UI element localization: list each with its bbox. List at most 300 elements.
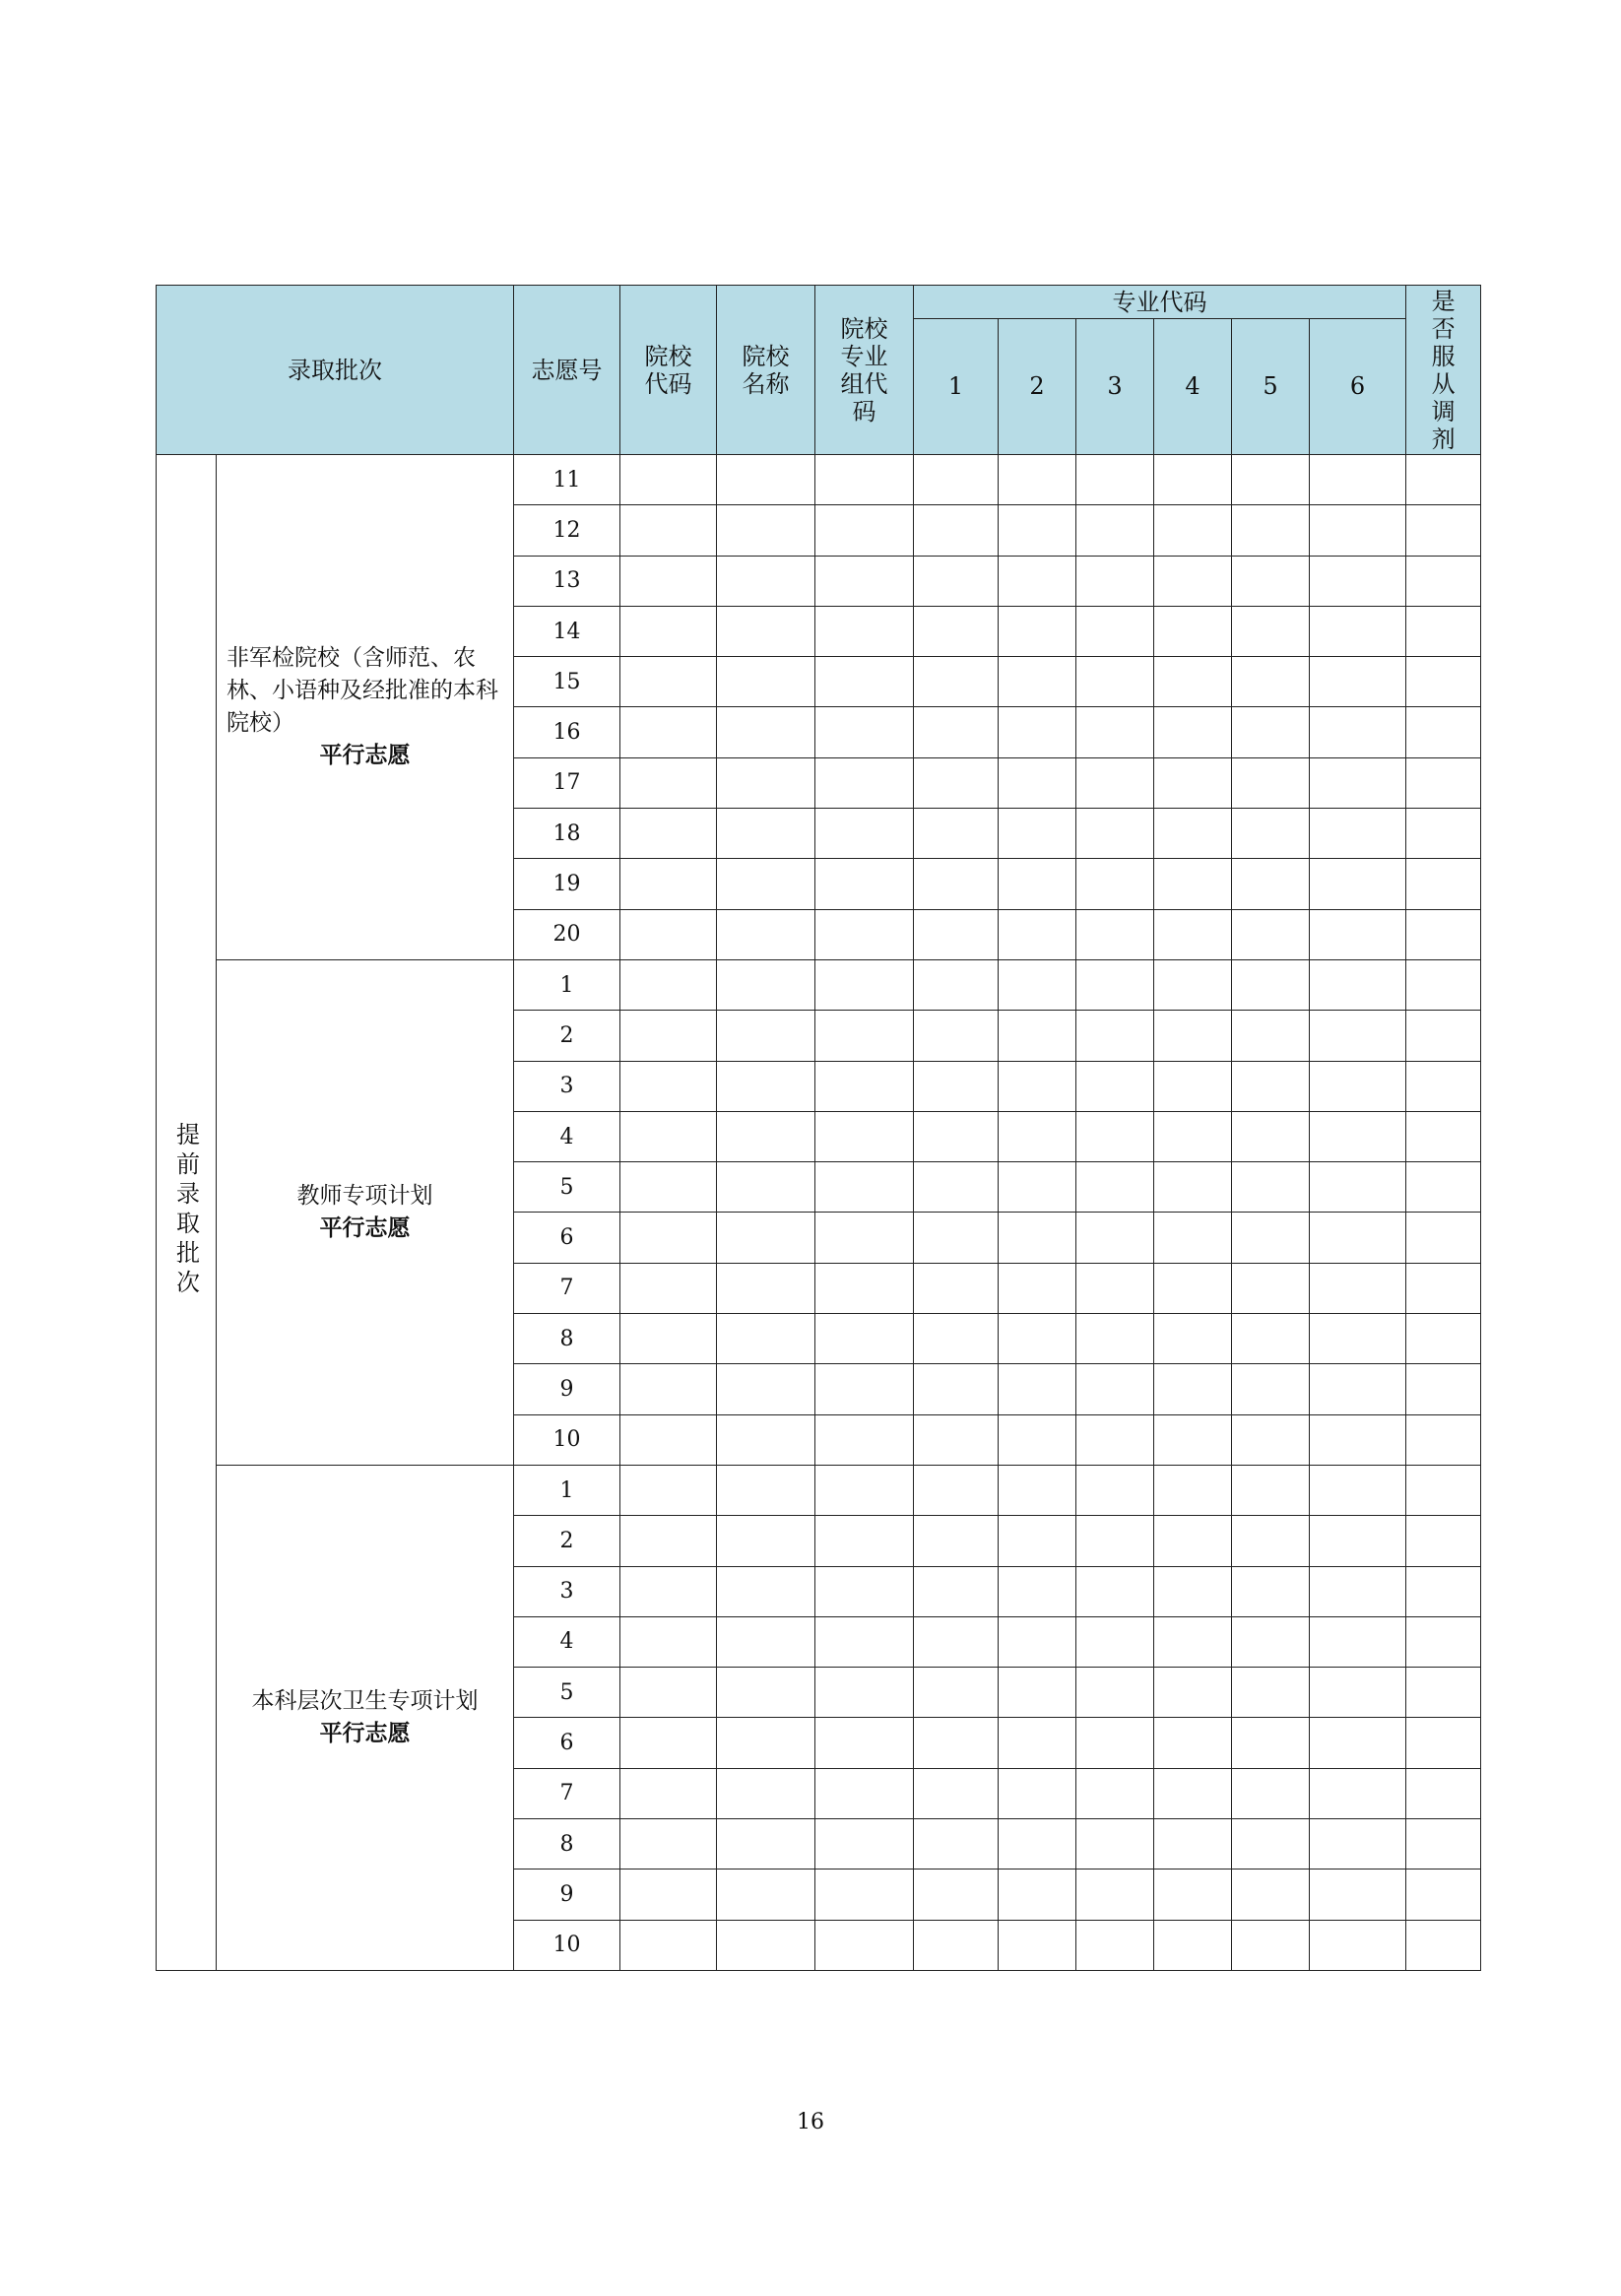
major-2-cell[interactable] (999, 1465, 1076, 1515)
school-code-cell[interactable] (620, 1768, 717, 1818)
major-4-cell[interactable] (1154, 1718, 1232, 1768)
school-code-cell[interactable] (620, 1465, 717, 1515)
adjust-cell[interactable] (1406, 455, 1481, 505)
school-code-cell[interactable] (620, 1162, 717, 1213)
major-6-cell[interactable] (1310, 1718, 1406, 1768)
adjust-cell[interactable] (1406, 1314, 1481, 1364)
school-code-cell[interactable] (620, 1819, 717, 1870)
major-4-cell[interactable] (1154, 707, 1232, 757)
school-code-cell[interactable] (620, 959, 717, 1010)
major-5-cell[interactable] (1232, 1668, 1310, 1718)
adjust-cell[interactable] (1406, 809, 1481, 859)
major-4-cell[interactable] (1154, 859, 1232, 909)
school-code-cell[interactable] (620, 909, 717, 959)
major-3-cell[interactable] (1076, 707, 1154, 757)
school-code-cell[interactable] (620, 1870, 717, 1920)
major-4-cell[interactable] (1154, 1364, 1232, 1414)
major-6-cell[interactable] (1310, 1263, 1406, 1313)
school-name-cell[interactable] (717, 505, 815, 556)
major-5-cell[interactable] (1232, 455, 1310, 505)
major-6-cell[interactable] (1310, 959, 1406, 1010)
school-code-cell[interactable] (620, 1263, 717, 1313)
school-name-cell[interactable] (717, 1516, 815, 1566)
major-4-cell[interactable] (1154, 1668, 1232, 1718)
major-5-cell[interactable] (1232, 1920, 1310, 1970)
group-code-cell[interactable] (815, 455, 914, 505)
major-6-cell[interactable] (1310, 1768, 1406, 1818)
major-2-cell[interactable] (999, 1364, 1076, 1414)
school-name-cell[interactable] (717, 1616, 815, 1667)
major-6-cell[interactable] (1310, 657, 1406, 707)
major-3-cell[interactable] (1076, 1414, 1154, 1465)
major-3-cell[interactable] (1076, 657, 1154, 707)
adjust-cell[interactable] (1406, 1011, 1481, 1061)
major-3-cell[interactable] (1076, 1011, 1154, 1061)
school-name-cell[interactable] (717, 1011, 815, 1061)
major-4-cell[interactable] (1154, 809, 1232, 859)
major-3-cell[interactable] (1076, 1819, 1154, 1870)
major-5-cell[interactable] (1232, 657, 1310, 707)
major-5-cell[interactable] (1232, 1263, 1310, 1313)
major-6-cell[interactable] (1310, 1668, 1406, 1718)
major-3-cell[interactable] (1076, 1263, 1154, 1313)
major-1-cell[interactable] (914, 1061, 999, 1111)
school-name-cell[interactable] (717, 1668, 815, 1718)
major-5-cell[interactable] (1232, 1465, 1310, 1515)
school-name-cell[interactable] (717, 707, 815, 757)
school-code-cell[interactable] (620, 1718, 717, 1768)
major-6-cell[interactable] (1310, 1414, 1406, 1465)
adjust-cell[interactable] (1406, 909, 1481, 959)
adjust-cell[interactable] (1406, 1516, 1481, 1566)
major-1-cell[interactable] (914, 1162, 999, 1213)
major-1-cell[interactable] (914, 1768, 999, 1818)
major-1-cell[interactable] (914, 1566, 999, 1616)
major-3-cell[interactable] (1076, 1566, 1154, 1616)
adjust-cell[interactable] (1406, 1364, 1481, 1414)
adjust-cell[interactable] (1406, 959, 1481, 1010)
major-3-cell[interactable] (1076, 1516, 1154, 1566)
major-2-cell[interactable] (999, 1920, 1076, 1970)
adjust-cell[interactable] (1406, 1111, 1481, 1161)
school-name-cell[interactable] (717, 1061, 815, 1111)
school-name-cell[interactable] (717, 1920, 815, 1970)
major-5-cell[interactable] (1232, 909, 1310, 959)
major-5-cell[interactable] (1232, 707, 1310, 757)
major-4-cell[interactable] (1154, 1414, 1232, 1465)
adjust-cell[interactable] (1406, 1162, 1481, 1213)
major-1-cell[interactable] (914, 809, 999, 859)
adjust-cell[interactable] (1406, 1718, 1481, 1768)
major-2-cell[interactable] (999, 1516, 1076, 1566)
major-4-cell[interactable] (1154, 505, 1232, 556)
major-5-cell[interactable] (1232, 1061, 1310, 1111)
school-name-cell[interactable] (717, 1263, 815, 1313)
adjust-cell[interactable] (1406, 1870, 1481, 1920)
school-code-cell[interactable] (620, 1920, 717, 1970)
major-2-cell[interactable] (999, 859, 1076, 909)
school-code-cell[interactable] (620, 455, 717, 505)
school-code-cell[interactable] (620, 657, 717, 707)
group-code-cell[interactable] (815, 1668, 914, 1718)
major-4-cell[interactable] (1154, 1162, 1232, 1213)
major-1-cell[interactable] (914, 1213, 999, 1263)
group-code-cell[interactable] (815, 909, 914, 959)
group-code-cell[interactable] (815, 1414, 914, 1465)
school-name-cell[interactable] (717, 1314, 815, 1364)
group-code-cell[interactable] (815, 1566, 914, 1616)
group-code-cell[interactable] (815, 1870, 914, 1920)
major-1-cell[interactable] (914, 1870, 999, 1920)
major-4-cell[interactable] (1154, 1616, 1232, 1667)
school-name-cell[interactable] (717, 606, 815, 656)
major-6-cell[interactable] (1310, 1920, 1406, 1970)
major-3-cell[interactable] (1076, 1061, 1154, 1111)
adjust-cell[interactable] (1406, 606, 1481, 656)
major-3-cell[interactable] (1076, 1364, 1154, 1414)
major-4-cell[interactable] (1154, 757, 1232, 808)
major-5-cell[interactable] (1232, 1566, 1310, 1616)
major-3-cell[interactable] (1076, 959, 1154, 1010)
major-2-cell[interactable] (999, 1263, 1076, 1313)
major-2-cell[interactable] (999, 757, 1076, 808)
major-6-cell[interactable] (1310, 1819, 1406, 1870)
group-code-cell[interactable] (815, 1314, 914, 1364)
school-name-cell[interactable] (717, 1819, 815, 1870)
school-code-cell[interactable] (620, 505, 717, 556)
major-4-cell[interactable] (1154, 606, 1232, 656)
major-6-cell[interactable] (1310, 859, 1406, 909)
school-code-cell[interactable] (620, 1668, 717, 1718)
major-1-cell[interactable] (914, 1263, 999, 1313)
major-5-cell[interactable] (1232, 1819, 1310, 1870)
school-name-cell[interactable] (717, 757, 815, 808)
major-2-cell[interactable] (999, 959, 1076, 1010)
major-5-cell[interactable] (1232, 859, 1310, 909)
group-code-cell[interactable] (815, 1516, 914, 1566)
major-1-cell[interactable] (914, 1516, 999, 1566)
major-6-cell[interactable] (1310, 809, 1406, 859)
school-code-cell[interactable] (620, 1213, 717, 1263)
school-name-cell[interactable] (717, 909, 815, 959)
major-5-cell[interactable] (1232, 1768, 1310, 1818)
major-3-cell[interactable] (1076, 1465, 1154, 1515)
school-name-cell[interactable] (717, 1566, 815, 1616)
major-2-cell[interactable] (999, 1819, 1076, 1870)
major-2-cell[interactable] (999, 1768, 1076, 1818)
major-1-cell[interactable] (914, 657, 999, 707)
major-2-cell[interactable] (999, 1162, 1076, 1213)
school-code-cell[interactable] (620, 1566, 717, 1616)
group-code-cell[interactable] (815, 1819, 914, 1870)
major-1-cell[interactable] (914, 1616, 999, 1667)
major-6-cell[interactable] (1310, 1566, 1406, 1616)
adjust-cell[interactable] (1406, 707, 1481, 757)
major-1-cell[interactable] (914, 1364, 999, 1414)
school-code-cell[interactable] (620, 1061, 717, 1111)
major-2-cell[interactable] (999, 1213, 1076, 1263)
school-name-cell[interactable] (717, 1465, 815, 1515)
major-1-cell[interactable] (914, 859, 999, 909)
major-5-cell[interactable] (1232, 1516, 1310, 1566)
major-2-cell[interactable] (999, 809, 1076, 859)
major-2-cell[interactable] (999, 1061, 1076, 1111)
major-2-cell[interactable] (999, 1616, 1076, 1667)
adjust-cell[interactable] (1406, 757, 1481, 808)
major-1-cell[interactable] (914, 606, 999, 656)
adjust-cell[interactable] (1406, 1213, 1481, 1263)
major-6-cell[interactable] (1310, 757, 1406, 808)
major-1-cell[interactable] (914, 1718, 999, 1768)
major-2-cell[interactable] (999, 1111, 1076, 1161)
major-6-cell[interactable] (1310, 1162, 1406, 1213)
major-4-cell[interactable] (1154, 1819, 1232, 1870)
major-2-cell[interactable] (999, 657, 1076, 707)
major-5-cell[interactable] (1232, 1718, 1310, 1768)
school-code-cell[interactable] (620, 1314, 717, 1364)
major-5-cell[interactable] (1232, 505, 1310, 556)
major-3-cell[interactable] (1076, 606, 1154, 656)
major-5-cell[interactable] (1232, 809, 1310, 859)
school-code-cell[interactable] (620, 1616, 717, 1667)
school-code-cell[interactable] (620, 757, 717, 808)
adjust-cell[interactable] (1406, 1061, 1481, 1111)
school-name-cell[interactable] (717, 556, 815, 606)
major-1-cell[interactable] (914, 707, 999, 757)
major-1-cell[interactable] (914, 1111, 999, 1161)
adjust-cell[interactable] (1406, 1465, 1481, 1515)
school-name-cell[interactable] (717, 657, 815, 707)
group-code-cell[interactable] (815, 809, 914, 859)
group-code-cell[interactable] (815, 1768, 914, 1818)
major-6-cell[interactable] (1310, 1061, 1406, 1111)
major-1-cell[interactable] (914, 757, 999, 808)
school-name-cell[interactable] (717, 1718, 815, 1768)
major-4-cell[interactable] (1154, 455, 1232, 505)
major-3-cell[interactable] (1076, 859, 1154, 909)
major-5-cell[interactable] (1232, 1870, 1310, 1920)
major-4-cell[interactable] (1154, 1061, 1232, 1111)
school-name-cell[interactable] (717, 959, 815, 1010)
major-5-cell[interactable] (1232, 757, 1310, 808)
major-5-cell[interactable] (1232, 1213, 1310, 1263)
major-1-cell[interactable] (914, 1465, 999, 1515)
school-code-cell[interactable] (620, 556, 717, 606)
school-name-cell[interactable] (717, 1414, 815, 1465)
major-3-cell[interactable] (1076, 556, 1154, 606)
major-3-cell[interactable] (1076, 1768, 1154, 1818)
group-code-cell[interactable] (815, 859, 914, 909)
major-5-cell[interactable] (1232, 959, 1310, 1010)
major-2-cell[interactable] (999, 556, 1076, 606)
major-4-cell[interactable] (1154, 1516, 1232, 1566)
major-5-cell[interactable] (1232, 1364, 1310, 1414)
major-6-cell[interactable] (1310, 606, 1406, 656)
school-code-cell[interactable] (620, 1111, 717, 1161)
major-5-cell[interactable] (1232, 1111, 1310, 1161)
adjust-cell[interactable] (1406, 657, 1481, 707)
major-6-cell[interactable] (1310, 707, 1406, 757)
school-code-cell[interactable] (620, 1011, 717, 1061)
major-6-cell[interactable] (1310, 1314, 1406, 1364)
major-1-cell[interactable] (914, 1668, 999, 1718)
major-4-cell[interactable] (1154, 1768, 1232, 1818)
major-3-cell[interactable] (1076, 1162, 1154, 1213)
adjust-cell[interactable] (1406, 1414, 1481, 1465)
adjust-cell[interactable] (1406, 1616, 1481, 1667)
major-4-cell[interactable] (1154, 1111, 1232, 1161)
school-code-cell[interactable] (620, 707, 717, 757)
school-name-cell[interactable] (717, 1213, 815, 1263)
adjust-cell[interactable] (1406, 505, 1481, 556)
major-6-cell[interactable] (1310, 1616, 1406, 1667)
group-code-cell[interactable] (815, 1616, 914, 1667)
school-code-cell[interactable] (620, 1516, 717, 1566)
major-3-cell[interactable] (1076, 1213, 1154, 1263)
major-6-cell[interactable] (1310, 556, 1406, 606)
major-2-cell[interactable] (999, 1566, 1076, 1616)
school-name-cell[interactable] (717, 455, 815, 505)
major-5-cell[interactable] (1232, 1616, 1310, 1667)
major-2-cell[interactable] (999, 606, 1076, 656)
adjust-cell[interactable] (1406, 556, 1481, 606)
major-1-cell[interactable] (914, 455, 999, 505)
major-2-cell[interactable] (999, 707, 1076, 757)
major-6-cell[interactable] (1310, 1213, 1406, 1263)
major-4-cell[interactable] (1154, 657, 1232, 707)
school-name-cell[interactable] (717, 809, 815, 859)
school-name-cell[interactable] (717, 1870, 815, 1920)
school-code-cell[interactable] (620, 859, 717, 909)
school-code-cell[interactable] (620, 606, 717, 656)
major-5-cell[interactable] (1232, 1162, 1310, 1213)
group-code-cell[interactable] (815, 1465, 914, 1515)
major-6-cell[interactable] (1310, 1870, 1406, 1920)
major-4-cell[interactable] (1154, 1213, 1232, 1263)
major-4-cell[interactable] (1154, 556, 1232, 606)
major-6-cell[interactable] (1310, 1364, 1406, 1414)
school-code-cell[interactable] (620, 1414, 717, 1465)
major-1-cell[interactable] (914, 1819, 999, 1870)
adjust-cell[interactable] (1406, 1668, 1481, 1718)
major-4-cell[interactable] (1154, 1566, 1232, 1616)
adjust-cell[interactable] (1406, 859, 1481, 909)
school-name-cell[interactable] (717, 1364, 815, 1414)
major-3-cell[interactable] (1076, 757, 1154, 808)
group-code-cell[interactable] (815, 1263, 914, 1313)
adjust-cell[interactable] (1406, 1768, 1481, 1818)
major-5-cell[interactable] (1232, 1011, 1310, 1061)
group-code-cell[interactable] (815, 1718, 914, 1768)
group-code-cell[interactable] (815, 1011, 914, 1061)
major-2-cell[interactable] (999, 909, 1076, 959)
major-4-cell[interactable] (1154, 959, 1232, 1010)
major-3-cell[interactable] (1076, 809, 1154, 859)
major-1-cell[interactable] (914, 959, 999, 1010)
school-name-cell[interactable] (717, 1162, 815, 1213)
major-2-cell[interactable] (999, 1314, 1076, 1364)
major-3-cell[interactable] (1076, 505, 1154, 556)
major-1-cell[interactable] (914, 1920, 999, 1970)
major-1-cell[interactable] (914, 909, 999, 959)
major-2-cell[interactable] (999, 455, 1076, 505)
major-6-cell[interactable] (1310, 455, 1406, 505)
school-code-cell[interactable] (620, 1364, 717, 1414)
adjust-cell[interactable] (1406, 1920, 1481, 1970)
major-2-cell[interactable] (999, 1718, 1076, 1768)
group-code-cell[interactable] (815, 1213, 914, 1263)
school-name-cell[interactable] (717, 1768, 815, 1818)
major-2-cell[interactable] (999, 1414, 1076, 1465)
major-1-cell[interactable] (914, 1414, 999, 1465)
major-5-cell[interactable] (1232, 606, 1310, 656)
group-code-cell[interactable] (815, 657, 914, 707)
adjust-cell[interactable] (1406, 1263, 1481, 1313)
major-4-cell[interactable] (1154, 909, 1232, 959)
major-4-cell[interactable] (1154, 1465, 1232, 1515)
major-4-cell[interactable] (1154, 1011, 1232, 1061)
major-6-cell[interactable] (1310, 1111, 1406, 1161)
major-3-cell[interactable] (1076, 909, 1154, 959)
major-6-cell[interactable] (1310, 1465, 1406, 1515)
group-code-cell[interactable] (815, 1162, 914, 1213)
major-5-cell[interactable] (1232, 556, 1310, 606)
group-code-cell[interactable] (815, 505, 914, 556)
major-2-cell[interactable] (999, 1011, 1076, 1061)
major-3-cell[interactable] (1076, 1314, 1154, 1364)
major-6-cell[interactable] (1310, 1516, 1406, 1566)
major-2-cell[interactable] (999, 505, 1076, 556)
major-6-cell[interactable] (1310, 1011, 1406, 1061)
group-code-cell[interactable] (815, 959, 914, 1010)
major-1-cell[interactable] (914, 556, 999, 606)
major-3-cell[interactable] (1076, 1718, 1154, 1768)
group-code-cell[interactable] (815, 1364, 914, 1414)
major-3-cell[interactable] (1076, 1616, 1154, 1667)
major-5-cell[interactable] (1232, 1314, 1310, 1364)
group-code-cell[interactable] (815, 707, 914, 757)
group-code-cell[interactable] (815, 1061, 914, 1111)
major-3-cell[interactable] (1076, 1668, 1154, 1718)
major-1-cell[interactable] (914, 1011, 999, 1061)
adjust-cell[interactable] (1406, 1566, 1481, 1616)
group-code-cell[interactable] (815, 757, 914, 808)
major-1-cell[interactable] (914, 505, 999, 556)
major-3-cell[interactable] (1076, 1111, 1154, 1161)
adjust-cell[interactable] (1406, 1819, 1481, 1870)
major-3-cell[interactable] (1076, 455, 1154, 505)
major-2-cell[interactable] (999, 1668, 1076, 1718)
major-3-cell[interactable] (1076, 1870, 1154, 1920)
major-3-cell[interactable] (1076, 1920, 1154, 1970)
group-code-cell[interactable] (815, 1920, 914, 1970)
major-1-cell[interactable] (914, 1314, 999, 1364)
school-code-cell[interactable] (620, 809, 717, 859)
major-6-cell[interactable] (1310, 909, 1406, 959)
school-name-cell[interactable] (717, 1111, 815, 1161)
major-2-cell[interactable] (999, 1870, 1076, 1920)
major-5-cell[interactable] (1232, 1414, 1310, 1465)
group-code-cell[interactable] (815, 1111, 914, 1161)
major-4-cell[interactable] (1154, 1920, 1232, 1970)
major-4-cell[interactable] (1154, 1263, 1232, 1313)
major-4-cell[interactable] (1154, 1870, 1232, 1920)
group-code-cell[interactable] (815, 556, 914, 606)
major-4-cell[interactable] (1154, 1314, 1232, 1364)
school-name-cell[interactable] (717, 859, 815, 909)
group-code-cell[interactable] (815, 606, 914, 656)
major-6-cell[interactable] (1310, 505, 1406, 556)
